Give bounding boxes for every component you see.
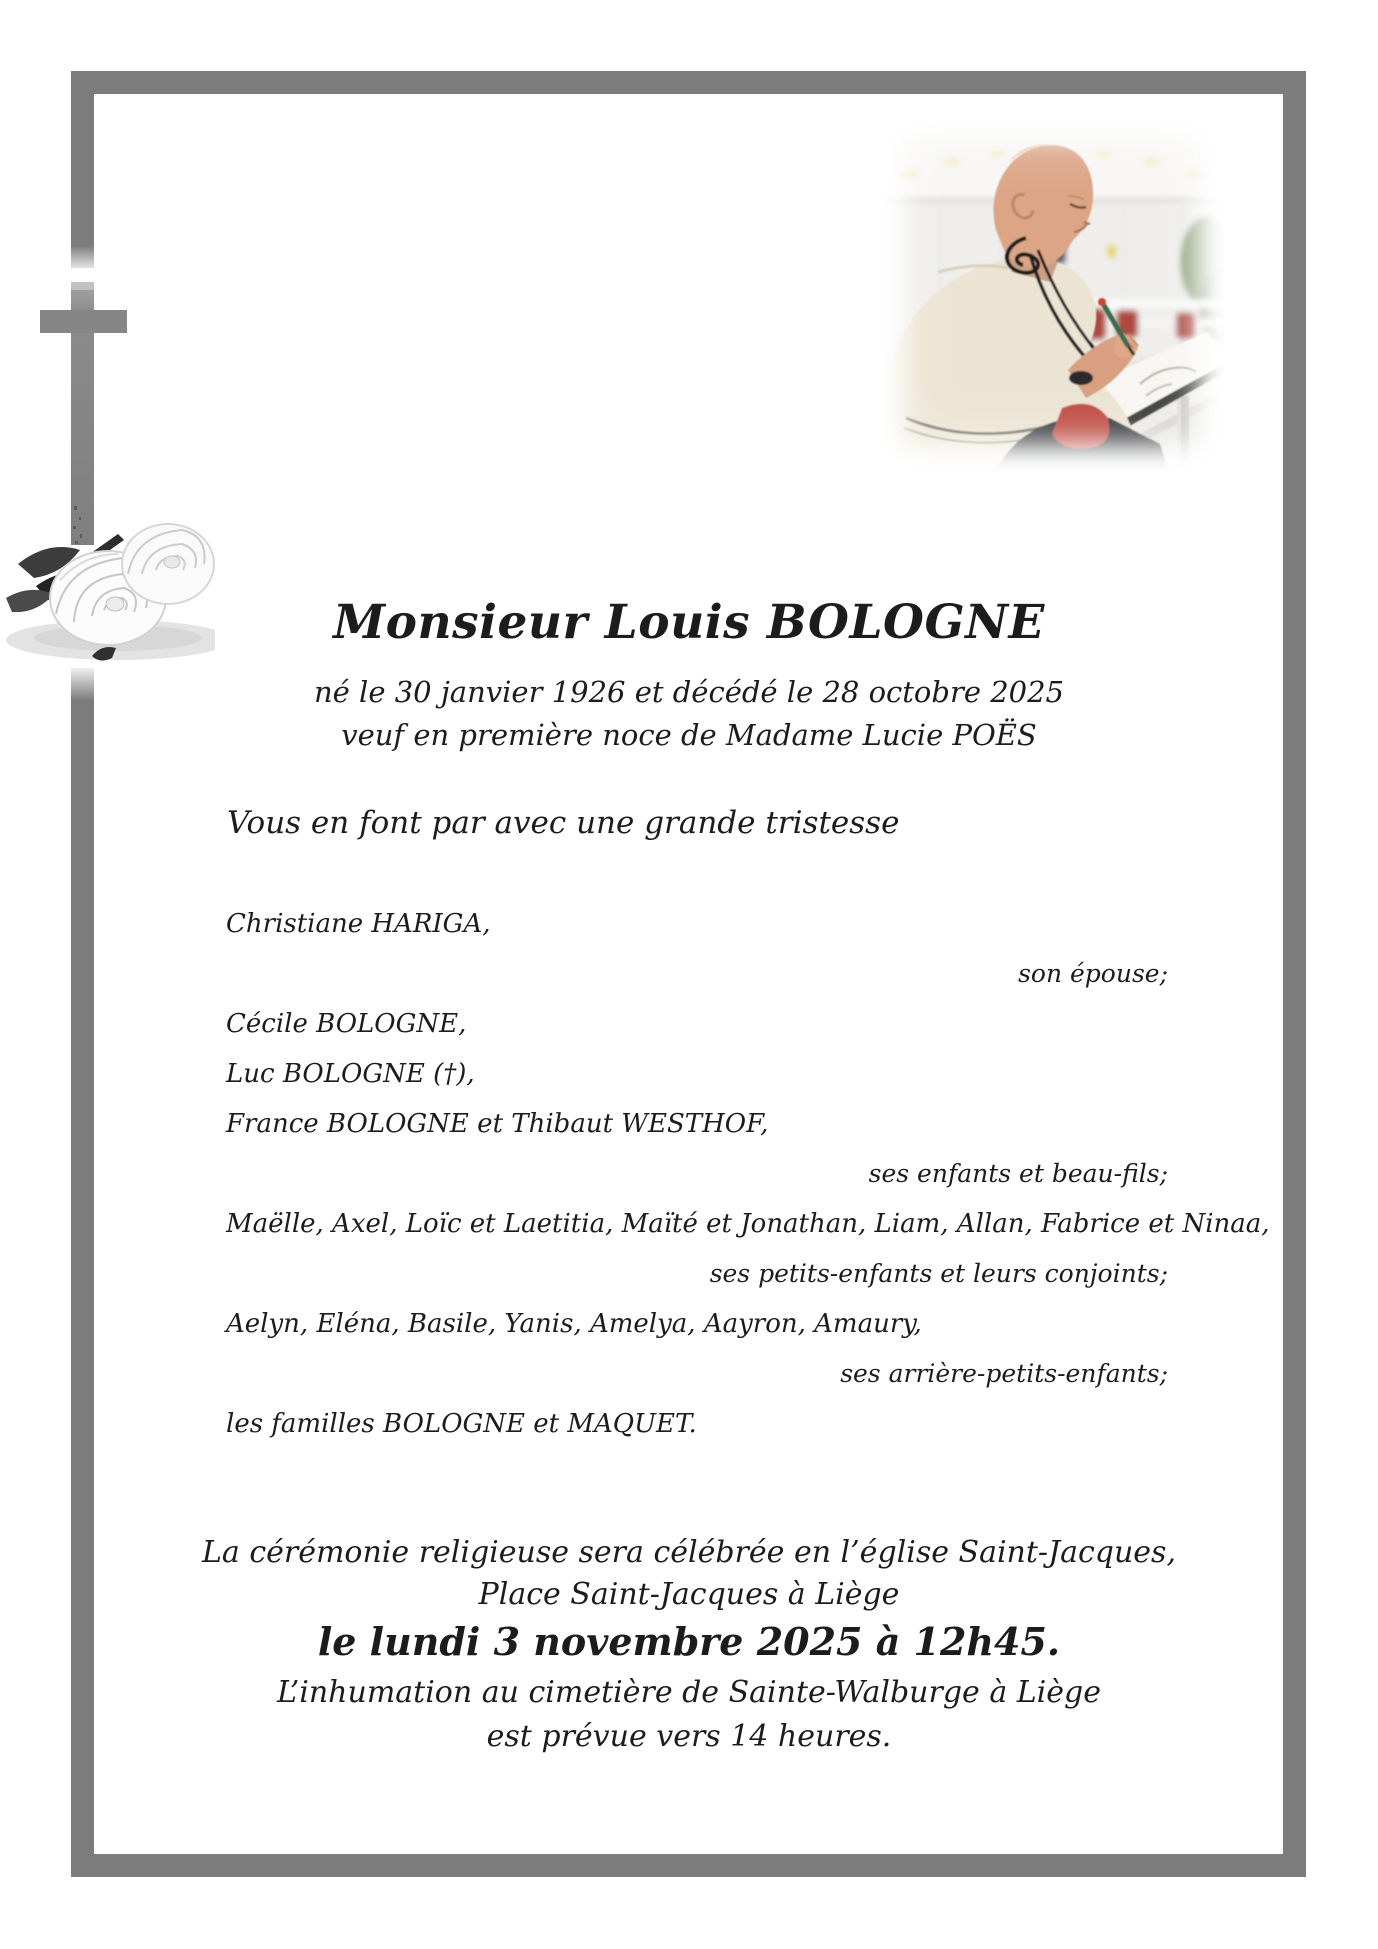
family-list <box>226 899 1270 1449</box>
widower-line: veuf en première noce de Madame Lucie POËS <box>341 718 1037 752</box>
family-line: Maëlle, Axel, Loïc et Laetitia, Maïté et Jonathan, Liam, Allan, Fabrice et Ninaa, <box>226 1209 1270 1239</box>
burial-time-line: est prévue vers 14 heures. <box>486 1719 892 1754</box>
ceremony-place-line: Place Saint-Jacques à Liège <box>478 1577 900 1612</box>
birth-death-line: né le 30 janvier 1926 et décédé le 28 octobre 2025 <box>313 675 1065 709</box>
deceased-dates <box>0 671 1378 757</box>
relation-line: son épouse; <box>1018 959 1168 988</box>
family-line: France BOLOGNE et Thibaut WESTHOF, <box>226 1109 769 1139</box>
relation-line: ses petits-enfants et leurs conjoints; <box>709 1259 1168 1288</box>
intro-sentence: Vous en font par avec une grande tristesse <box>227 805 900 841</box>
relation-line: ses arrière-petits-enfants; <box>840 1359 1168 1388</box>
portrait-photo <box>878 112 1224 470</box>
family-line: Aelyn, Eléna, Basile, Yanis, Amelya, Aayron, Amaury, <box>226 1309 922 1339</box>
frame-border-bottom <box>71 1854 1306 1877</box>
family-line: Luc BOLOGNE (†), <box>226 1059 475 1089</box>
frame-border-left-upper <box>71 71 94 274</box>
burial-line: L’inhumation au cimetière de Sainte-Walburge à Liège <box>277 1675 1101 1710</box>
ceremony-church-line: La cérémonie religieuse sera célébrée en l’église Saint-Jacques, <box>201 1535 1176 1570</box>
family-line: Cécile BOLOGNE, <box>226 1009 467 1039</box>
page-title: Monsieur Louis BOLOGNE <box>333 595 1045 650</box>
ceremony-details <box>0 1531 1378 1758</box>
family-line: Christiane HARIGA, <box>226 909 491 939</box>
frame-border-top <box>71 71 1306 94</box>
family-line: les familles BOLOGNE et MAQUET. <box>226 1409 697 1439</box>
relation-line: ses enfants et beau-fils; <box>868 1159 1168 1188</box>
portrait-photo-graphic <box>878 112 1224 470</box>
ceremony-date-line: le lundi 3 novembre 2025 à 12h45. <box>317 1619 1061 1664</box>
